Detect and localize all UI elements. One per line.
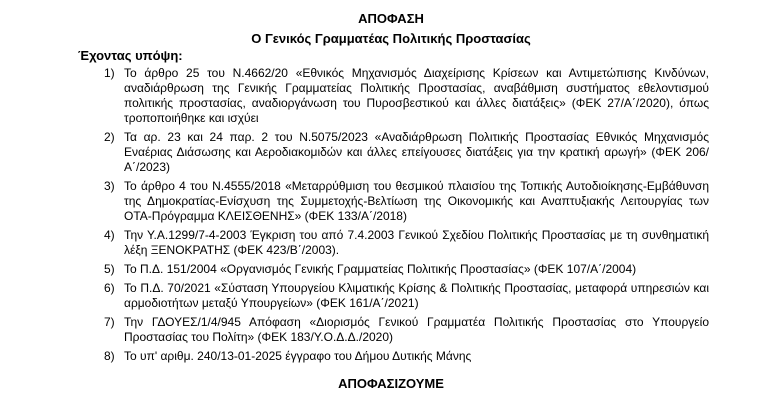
list-item [0, 66, 709, 126]
document-subtitle: Ο Γενικός Γραμματέας Πολιτικής Προστασίας [251, 31, 531, 46]
list-item-text: Το άρθρο 4 του Ν.4555/2018 «Μεταρρύθμιση του θεσμικού πλαισίου της Τοπικής Αυτοδιοίκησης-Εμβάθυνση της Δημοκρατίας-Ενίσχυση της Συμμετοχής-Βελτίωση της Οικονομικής και Αναπτυξιακής Λειτουργίας των ΟΤΑ-Πρόγραμμα ΚΛΕΙΣΘΕΝΗΣ» (ΦΕΚ 133/Α΄/2018) [124, 179, 709, 223]
list-item-number: 7) [104, 315, 115, 329]
list-item-number: 3) [104, 179, 115, 193]
list-item [0, 349, 709, 364]
considerations-list [0, 66, 782, 368]
list-item-text: Την ΓΔΟΥΕΣ/1/4/945 Απόφαση «Διορισμός Γενικού Γραμματέα Πολιτικής Προστασίας στο Υπουργείο Προστασίας του Πολίτη» (ΦΕΚ 183/Υ.Ο.Δ.Δ./2020) [124, 315, 709, 344]
list-item-text: Τα αρ. 23 και 24 παρ. 2 του Ν.5075/2023 «Αναδιάρθρωση Πολιτικής Προστασίας Εθνικός Μηχανισμός Εναέριας Διάσωσης και Αεροδιακομιδών και άλλες επείγουσες διατάξεις για την κρατική αρωγή» (ΦΕΚ 206/Α΄/2023) [124, 130, 709, 174]
list-item-number: 4) [104, 228, 115, 242]
list-item-number: 6) [104, 281, 115, 295]
list-item-number: 8) [104, 349, 115, 363]
considerations-heading: Έχοντας υπόψη: [78, 48, 183, 63]
list-item-text: Την Υ.Α.1299/7-4-2003 Έγκριση του από 7.4.2003 Γενικού Σχεδίου Πολιτικής Προστασίας με τη συνθηματική λέξη ΞΕΝΟΚΡΑΤΗΣ (ΦΕΚ 423/Β΄/2003). [124, 228, 709, 257]
list-item [0, 179, 709, 224]
list-item [0, 130, 709, 175]
list-item-number: 5) [104, 262, 115, 276]
list-item-text: Το άρθρο 25 του Ν.4662/20 «Εθνικός Μηχανισμός Διαχείρισης Κρίσεων και Αντιμετώπισης Κινδύνων, αναδιάρθρωση της Γενικής Γραμματείας Πολιτικής Προστασίας, αναβάθμιση συστήματος εθελοντισμού πολιτικής προστασίας, αναδιοργάνωση του Πυροσβεστικού και άλλες διατάξεις» (ΦΕΚ 27/Α΄/2020), όπως τροποποιήθηκε και ισχύει [124, 66, 709, 125]
list-item [0, 262, 709, 277]
list-item [0, 315, 709, 345]
list-item-number: 2) [104, 130, 115, 144]
list-item-number: 1) [104, 66, 115, 80]
decision-heading: ΑΠΟΦΑΣΙΖΟΥΜΕ [338, 376, 444, 391]
document-title: ΑΠΟΦΑΣΗ [358, 11, 424, 26]
list-item-text: Το Π.Δ. 70/2021 «Σύσταση Υπουργείου Κλιματικής Κρίσης & Πολιτικής Προστασίας, μεταφορά υπηρεσιών και αρμοδιοτήτων μεταξύ Υπουργείων» (ΦΕΚ 161/Α΄/2021) [124, 281, 709, 310]
list-item [0, 281, 709, 311]
list-item-text: Το υπ' αριθμ. 240/13-01-2025 έγγραφο του Δήμου Δυτικής Μάνης [124, 349, 472, 363]
list-item-text: Το Π.Δ. 151/2004 «Οργανισμός Γενικής Γραμματείας Πολιτικής Προστασίας» (ΦΕΚ 107/Α΄/2004) [124, 262, 637, 276]
list-item [0, 228, 709, 258]
